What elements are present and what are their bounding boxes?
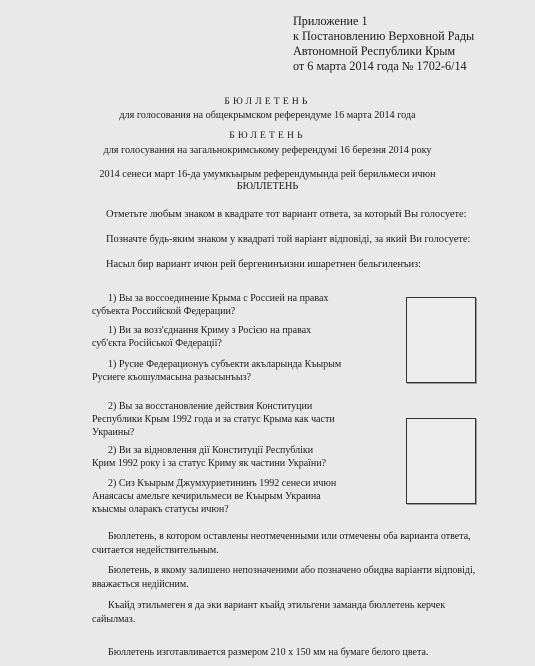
instruction-ru: Отметьте любым знаком в квадрате тот вариант ответа, за который Вы голосуете: xyxy=(106,209,467,220)
question-1-ru-line-1: 1) Вы за воссоединение Крыма с Россией на правах xyxy=(108,293,329,304)
appendix-line-4: от 6 марта 2014 года № 1702-6/14 xyxy=(293,59,467,73)
answer-checkbox-1[interactable] xyxy=(406,297,476,383)
question-1-ua xyxy=(92,324,358,350)
question-1-ru-line-2: субъекта Российской Федерации? xyxy=(92,306,236,317)
question-2-ua-line-1: 2) Ви за відновлення дії Конституції Республіки xyxy=(108,445,314,456)
footer-crh-line-1: Къайд этильмеген я да эки вариант къайд этильгени заманда бюллетень керчек xyxy=(108,600,446,611)
appendix-line-1: Приложение 1 xyxy=(293,14,368,28)
question-2-ua xyxy=(92,444,358,470)
ballot-title-ru: БЮЛЛЕТЕНЬ xyxy=(224,97,311,107)
question-1-crh xyxy=(92,358,358,384)
appendix-line-2: к Постановлению Верховной Рады xyxy=(293,29,475,43)
question-2-crh-line-2: Анаясасы амельге кечирильмеси ве Къырым Украина xyxy=(92,491,321,502)
question-1-ua-line-2: суб'єкта Російської Федерації? xyxy=(92,338,222,349)
footer-size-line: Бюллетень изготавливается размером 210 x 150 мм на бумаге белого цвета. xyxy=(108,647,429,658)
question-2-crh xyxy=(92,477,358,516)
footer-note-ru xyxy=(92,530,510,558)
footer-crh-line-2: сайылмаз. xyxy=(92,614,136,625)
question-2-ru-line-3: Украины? xyxy=(92,427,135,438)
appendix-header xyxy=(293,14,474,74)
question-1-crh-line-2: Русиеге къошулмасына разысынъыз? xyxy=(92,372,252,383)
footer-ua-line-1: Бюлетень, в якому залишено непозначеними або позначено обидва варіанти відповіді, xyxy=(108,565,476,576)
question-1-crh-line-1: 1) Русие Федерационуъ субъекти акъларында Къырым xyxy=(108,359,342,370)
instruction-crh: Насыл бир вариант ичюн рей бергенинъизни ишаретнен бельгиленъиз: xyxy=(106,259,422,270)
footer-note-crh xyxy=(92,599,510,627)
appendix-line-3: Автономной Республики Крым xyxy=(293,44,456,58)
question-1-ru xyxy=(92,292,358,318)
ballot-subtitle-crh: 2014 сенеси март 16-да умумкъырым референдумында рей берильмеси ичюн xyxy=(99,169,436,180)
instruction-ua: Позначте будь-яким знаком у квадраті той варіант відповіді, за який Ви голосуете: xyxy=(106,234,471,245)
question-2-ru-line-2: Республики Крым 1992 года и за статус Крыма как части xyxy=(92,414,335,425)
question-1-ua-line-1: 1) Ви за возз'єднання Криму з Росією на правах xyxy=(108,325,312,336)
footer-ru-line-2: считается недействительным. xyxy=(92,545,219,556)
footer-ua-line-2: вважається недійсним. xyxy=(92,579,189,590)
question-2-crh-line-3: къысмы оларакъ статусы ичюн? xyxy=(92,504,229,515)
ballot-subtitle-ua: для голосування на загальнокримському референдумі 16 березня 2014 року xyxy=(103,145,432,156)
ballot-subtitle-ru: для голосования на общекрымском референдуме 16 марта 2014 года xyxy=(119,110,416,121)
footer-note-ua xyxy=(92,564,510,592)
ballot-title-ua: БЮЛЕТЕНЬ xyxy=(229,131,306,141)
question-2-ru-line-1: 2) Вы за восстановление действия Конституции xyxy=(108,401,313,412)
answer-checkbox-2[interactable] xyxy=(406,418,476,504)
question-2-ua-line-2: Крим 1992 року і за статус Криму як частини України? xyxy=(92,458,327,469)
ballot-title-crh: БЮЛЛЕТЕНЬ xyxy=(236,181,299,192)
footer-ru-line-1: Бюллетень, в котором оставлены неотмеченными или отмечены оба варианта ответа, xyxy=(108,531,471,542)
question-2-ru xyxy=(92,400,358,439)
question-2-crh-line-1: 2) Сиз Къырым Джумхуриетининъ 1992 сенеси ичюн xyxy=(108,478,337,489)
footer-size-note xyxy=(92,646,510,660)
